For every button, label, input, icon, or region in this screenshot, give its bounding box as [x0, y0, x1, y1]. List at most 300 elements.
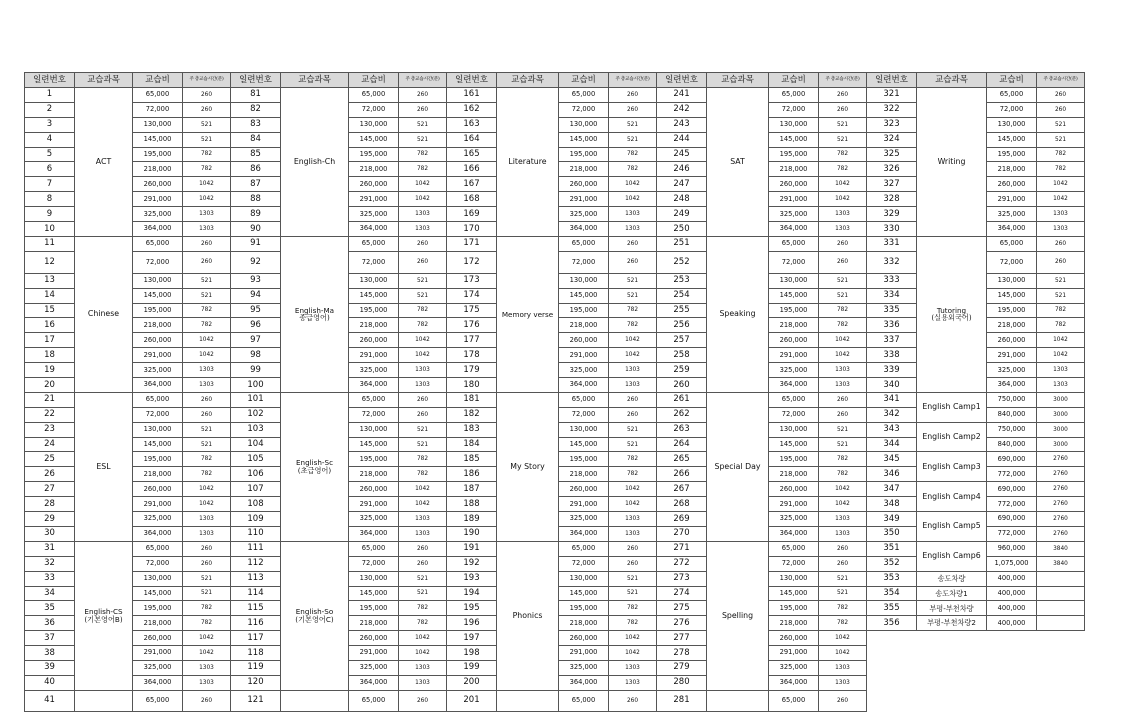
serial-number: 256	[657, 318, 707, 333]
tuition-fee: 364,000	[133, 222, 183, 237]
weekly-minutes: 260	[183, 392, 231, 407]
weekly-minutes: 1303	[609, 222, 657, 237]
tuition-fee: 260,000	[133, 482, 183, 497]
serial-number: 187	[447, 482, 497, 497]
weekly-minutes: 1303	[609, 675, 657, 690]
serial-number: 246	[657, 162, 707, 177]
weekly-minutes: 782	[1037, 318, 1085, 333]
tuition-fee: 72,000	[349, 407, 399, 422]
weekly-minutes: 1042	[183, 482, 231, 497]
col-header-course: 교습과목	[75, 73, 133, 88]
course-name: Chinese	[75, 236, 133, 392]
weekly-minutes: 1303	[183, 660, 231, 675]
tuition-fee: 65,000	[133, 690, 183, 711]
weekly-minutes: 1042	[183, 177, 231, 192]
serial-number: 257	[657, 333, 707, 348]
tuition-fee: 65,000	[133, 236, 183, 251]
serial-number: 336	[867, 318, 917, 333]
weekly-minutes: 1303	[819, 512, 867, 527]
tuition-fee: 72,000	[559, 102, 609, 117]
course-name	[75, 690, 133, 711]
weekly-minutes: 521	[609, 586, 657, 601]
serial-number: 105	[231, 452, 281, 467]
serial-number: 29	[25, 512, 75, 527]
serial-number: 117	[231, 631, 281, 646]
serial-number: 250	[657, 222, 707, 237]
serial-number: 332	[867, 251, 917, 273]
tuition-fee: 291,000	[559, 497, 609, 512]
weekly-minutes: 3000	[1037, 407, 1085, 422]
tuition-fee: 72,000	[769, 556, 819, 571]
serial-number: 347	[867, 482, 917, 497]
serial-number: 115	[231, 601, 281, 616]
tuition-fee: 364,000	[349, 675, 399, 690]
tuition-fee: 72,000	[769, 102, 819, 117]
serial-number: 13	[25, 273, 75, 288]
course-name: Special Day	[707, 392, 769, 541]
serial-number: 103	[231, 422, 281, 437]
weekly-minutes: 260	[1037, 236, 1085, 251]
col-header-no: 일련번호	[657, 73, 707, 88]
weekly-minutes: 2760	[1037, 482, 1085, 497]
course-name	[497, 690, 559, 711]
weekly-minutes: 782	[609, 467, 657, 482]
col-header-hours: 주 총교습시간(분)	[1037, 73, 1085, 88]
weekly-minutes: 1303	[609, 660, 657, 675]
serial-number: 166	[447, 162, 497, 177]
serial-number: 260	[657, 378, 707, 393]
tuition-fee: 840,000	[987, 407, 1037, 422]
tuition-fee: 260,000	[769, 482, 819, 497]
serial-number: 352	[867, 556, 917, 571]
weekly-minutes: 782	[609, 303, 657, 318]
tuition-fee: 145,000	[769, 288, 819, 303]
weekly-minutes: 260	[1037, 102, 1085, 117]
serial-number: 338	[867, 348, 917, 363]
tuition-fee: 325,000	[769, 660, 819, 675]
tuition-fee: 130,000	[133, 571, 183, 586]
tuition-fee: 291,000	[349, 646, 399, 661]
serial-number: 178	[447, 348, 497, 363]
course-name: Spelling	[707, 541, 769, 690]
serial-number: 18	[25, 348, 75, 363]
serial-number: 113	[231, 571, 281, 586]
serial-number: 195	[447, 601, 497, 616]
weekly-minutes: 1042	[819, 333, 867, 348]
serial-number: 354	[867, 586, 917, 601]
tuition-fee: 65,000	[349, 88, 399, 103]
tuition-fee: 65,000	[559, 541, 609, 556]
weekly-minutes: 521	[183, 273, 231, 288]
serial-number: 273	[657, 571, 707, 586]
tuition-fee: 195,000	[133, 452, 183, 467]
tuition-fee: 291,000	[349, 497, 399, 512]
weekly-minutes: 521	[609, 132, 657, 147]
weekly-minutes: 260	[399, 407, 447, 422]
weekly-minutes: 782	[819, 467, 867, 482]
tuition-fee: 65,000	[769, 236, 819, 251]
weekly-minutes: 521	[399, 422, 447, 437]
weekly-minutes: 782	[819, 303, 867, 318]
weekly-minutes: 260	[819, 556, 867, 571]
tuition-fee: 291,000	[559, 192, 609, 207]
tuition-fee: 195,000	[559, 452, 609, 467]
weekly-minutes: 1303	[819, 526, 867, 541]
weekly-minutes: 260	[819, 251, 867, 273]
serial-number: 38	[25, 646, 75, 661]
serial-number: 110	[231, 526, 281, 541]
weekly-minutes: 260	[183, 541, 231, 556]
serial-number: 19	[25, 363, 75, 378]
serial-number: 262	[657, 407, 707, 422]
col-header-fee: 교습비	[769, 73, 819, 88]
tuition-fee: 65,000	[987, 88, 1037, 103]
tuition-fee: 195,000	[349, 147, 399, 162]
weekly-minutes: 260	[609, 392, 657, 407]
serial-number: 40	[25, 675, 75, 690]
weekly-minutes: 782	[399, 303, 447, 318]
course-name: Speaking	[707, 236, 769, 392]
course-name: English-Ch	[281, 88, 349, 237]
tuition-fee: 260,000	[133, 631, 183, 646]
serial-number: 121	[231, 690, 281, 711]
serial-number: 89	[231, 207, 281, 222]
tuition-fee: 145,000	[559, 586, 609, 601]
tuition-fee: 690,000	[987, 482, 1037, 497]
tuition-fee: 218,000	[133, 467, 183, 482]
serial-number: 176	[447, 318, 497, 333]
weekly-minutes: 782	[609, 162, 657, 177]
tuition-fee: 72,000	[769, 251, 819, 273]
tuition-fee: 65,000	[559, 690, 609, 711]
weekly-minutes: 521	[183, 586, 231, 601]
tuition-fee: 130,000	[349, 273, 399, 288]
tuition-fee: 195,000	[769, 601, 819, 616]
empty-cell	[867, 690, 1085, 711]
serial-number: 323	[867, 117, 917, 132]
serial-number: 248	[657, 192, 707, 207]
col-header-hours: 주 총교습시간(분)	[183, 73, 231, 88]
col-header-course: 교습과목	[707, 73, 769, 88]
table-row	[25, 541, 1085, 556]
serial-number: 325	[867, 147, 917, 162]
serial-number: 266	[657, 467, 707, 482]
tuition-fee: 130,000	[349, 422, 399, 437]
weekly-minutes: 1303	[183, 675, 231, 690]
col-header-hours: 주 총교습시간(분)	[819, 73, 867, 88]
serial-number: 278	[657, 646, 707, 661]
serial-number: 264	[657, 437, 707, 452]
weekly-minutes: 3000	[1037, 392, 1085, 407]
serial-number: 84	[231, 132, 281, 147]
weekly-minutes: 782	[183, 452, 231, 467]
course-name: ESL	[75, 392, 133, 541]
tuition-fee: 130,000	[133, 117, 183, 132]
tuition-fee: 145,000	[349, 437, 399, 452]
serial-number: 324	[867, 132, 917, 147]
serial-number: 31	[25, 541, 75, 556]
tuition-fee: 364,000	[349, 378, 399, 393]
serial-number: 81	[231, 88, 281, 103]
serial-number: 355	[867, 601, 917, 616]
serial-number: 186	[447, 467, 497, 482]
serial-number: 272	[657, 556, 707, 571]
serial-number: 175	[447, 303, 497, 318]
weekly-minutes	[1037, 571, 1085, 586]
serial-number: 349	[867, 512, 917, 527]
serial-number: 183	[447, 422, 497, 437]
tuition-fee: 72,000	[987, 251, 1037, 273]
table-row	[25, 236, 1085, 251]
weekly-minutes: 782	[1037, 162, 1085, 177]
weekly-minutes: 521	[1037, 273, 1085, 288]
course-name	[707, 690, 769, 711]
weekly-minutes: 782	[1037, 147, 1085, 162]
serial-number: 92	[231, 251, 281, 273]
tuition-fee: 130,000	[133, 422, 183, 437]
weekly-minutes: 260	[399, 88, 447, 103]
weekly-minutes: 260	[183, 102, 231, 117]
tuition-fee: 65,000	[769, 690, 819, 711]
tuition-fee: 325,000	[349, 363, 399, 378]
serial-number: 243	[657, 117, 707, 132]
tuition-fee: 195,000	[349, 452, 399, 467]
weekly-minutes: 3000	[1037, 422, 1085, 437]
tuition-fee: 195,000	[769, 452, 819, 467]
weekly-minutes: 2760	[1037, 452, 1085, 467]
weekly-minutes: 1303	[399, 222, 447, 237]
weekly-minutes: 521	[819, 586, 867, 601]
weekly-minutes: 1303	[183, 207, 231, 222]
weekly-minutes: 782	[183, 601, 231, 616]
tuition-fee: 840,000	[987, 437, 1037, 452]
tuition-fee: 195,000	[349, 601, 399, 616]
weekly-minutes: 1303	[609, 207, 657, 222]
tuition-fee: 291,000	[769, 192, 819, 207]
serial-number: 184	[447, 437, 497, 452]
tuition-fee: 400,000	[987, 616, 1037, 631]
weekly-minutes: 260	[819, 88, 867, 103]
tuition-fee: 772,000	[987, 497, 1037, 512]
weekly-minutes: 782	[819, 616, 867, 631]
serial-number: 120	[231, 675, 281, 690]
empty-cell	[867, 646, 1085, 661]
tuition-fee: 400,000	[987, 571, 1037, 586]
serial-number: 97	[231, 333, 281, 348]
tuition-fee: 218,000	[133, 318, 183, 333]
serial-number: 321	[867, 88, 917, 103]
serial-number: 245	[657, 147, 707, 162]
weekly-minutes: 1042	[183, 646, 231, 661]
serial-number: 258	[657, 348, 707, 363]
weekly-minutes: 521	[399, 571, 447, 586]
tuition-fee: 260,000	[769, 177, 819, 192]
serial-number: 348	[867, 497, 917, 512]
weekly-minutes: 521	[819, 288, 867, 303]
weekly-minutes: 782	[819, 452, 867, 467]
serial-number: 192	[447, 556, 497, 571]
weekly-minutes: 1303	[819, 675, 867, 690]
tuition-fee: 195,000	[133, 303, 183, 318]
weekly-minutes: 521	[399, 288, 447, 303]
weekly-minutes: 1303	[819, 207, 867, 222]
serial-number: 101	[231, 392, 281, 407]
tuition-fee: 364,000	[559, 378, 609, 393]
serial-number: 196	[447, 616, 497, 631]
tuition-fee: 130,000	[133, 273, 183, 288]
serial-number: 353	[867, 571, 917, 586]
weekly-minutes: 1042	[819, 646, 867, 661]
serial-number: 107	[231, 482, 281, 497]
tuition-fee: 364,000	[769, 222, 819, 237]
tuition-fee: 364,000	[559, 222, 609, 237]
tuition-fee: 291,000	[769, 348, 819, 363]
serial-number: 270	[657, 526, 707, 541]
col-header-no: 일련번호	[25, 73, 75, 88]
tuition-fee: 325,000	[559, 512, 609, 527]
weekly-minutes: 260	[183, 236, 231, 251]
weekly-minutes: 521	[609, 571, 657, 586]
weekly-minutes: 782	[183, 303, 231, 318]
serial-number: 254	[657, 288, 707, 303]
weekly-minutes: 1042	[819, 631, 867, 646]
tuition-fee: 218,000	[559, 616, 609, 631]
serial-number: 11	[25, 236, 75, 251]
tuition-fee: 1,075,000	[987, 556, 1037, 571]
serial-number: 331	[867, 236, 917, 251]
tuition-fee: 325,000	[559, 363, 609, 378]
course-name: English-Sc (초급영어)	[281, 392, 349, 541]
tuition-fee: 260,000	[559, 631, 609, 646]
tuition-fee: 364,000	[769, 526, 819, 541]
tuition-fee: 145,000	[769, 437, 819, 452]
weekly-minutes: 2760	[1037, 512, 1085, 527]
serial-number: 249	[657, 207, 707, 222]
weekly-minutes: 260	[609, 236, 657, 251]
weekly-minutes: 1303	[609, 526, 657, 541]
weekly-minutes: 1303	[819, 660, 867, 675]
col-header-course: 교습과목	[281, 73, 349, 88]
tuition-fee: 195,000	[987, 303, 1037, 318]
serial-number: 351	[867, 541, 917, 556]
weekly-minutes: 521	[399, 437, 447, 452]
weekly-minutes: 1303	[399, 363, 447, 378]
weekly-minutes: 782	[399, 162, 447, 177]
weekly-minutes: 782	[399, 601, 447, 616]
weekly-minutes	[1037, 586, 1085, 601]
tuition-fee: 364,000	[349, 222, 399, 237]
tuition-fee: 145,000	[133, 437, 183, 452]
serial-number: 193	[447, 571, 497, 586]
serial-number: 269	[657, 512, 707, 527]
serial-number: 5	[25, 147, 75, 162]
weekly-minutes: 260	[183, 88, 231, 103]
serial-number: 172	[447, 251, 497, 273]
tuition-fee: 772,000	[987, 526, 1037, 541]
serial-number: 342	[867, 407, 917, 422]
serial-number: 116	[231, 616, 281, 631]
tuition-fee: 218,000	[133, 162, 183, 177]
tuition-fee: 364,000	[133, 378, 183, 393]
serial-number: 182	[447, 407, 497, 422]
course-name	[281, 690, 349, 711]
serial-number: 189	[447, 512, 497, 527]
col-header-fee: 교습비	[987, 73, 1037, 88]
weekly-minutes: 3840	[1037, 541, 1085, 556]
weekly-minutes: 260	[609, 690, 657, 711]
weekly-minutes: 1042	[609, 497, 657, 512]
weekly-minutes: 260	[1037, 251, 1085, 273]
tuition-fee: 72,000	[559, 251, 609, 273]
serial-number: 82	[231, 102, 281, 117]
weekly-minutes: 1042	[1037, 348, 1085, 363]
col-header-hours: 주 총교습시간(분)	[609, 73, 657, 88]
weekly-minutes: 260	[399, 251, 447, 273]
tuition-fee: 260,000	[987, 333, 1037, 348]
tuition-fee: 218,000	[559, 162, 609, 177]
weekly-minutes: 3840	[1037, 556, 1085, 571]
tuition-fee: 218,000	[349, 616, 399, 631]
tuition-fee: 145,000	[559, 437, 609, 452]
weekly-minutes: 1042	[819, 482, 867, 497]
tuition-fee: 195,000	[769, 303, 819, 318]
serial-number: 167	[447, 177, 497, 192]
tuition-fee: 72,000	[349, 251, 399, 273]
tuition-fee: 260,000	[349, 333, 399, 348]
tuition-fee: 260,000	[559, 482, 609, 497]
serial-number: 25	[25, 452, 75, 467]
serial-number: 24	[25, 437, 75, 452]
tuition-fee: 72,000	[987, 102, 1037, 117]
serial-number: 330	[867, 222, 917, 237]
tuition-fee: 325,000	[133, 207, 183, 222]
weekly-minutes: 1303	[399, 660, 447, 675]
tuition-fee: 145,000	[133, 132, 183, 147]
serial-number: 30	[25, 526, 75, 541]
col-header-no: 일련번호	[447, 73, 497, 88]
tuition-fee: 218,000	[349, 318, 399, 333]
weekly-minutes: 521	[609, 437, 657, 452]
serial-number: 106	[231, 467, 281, 482]
serial-number: 191	[447, 541, 497, 556]
tuition-fee: 65,000	[349, 690, 399, 711]
tuition-fee: 65,000	[559, 392, 609, 407]
tuition-fee: 260,000	[769, 333, 819, 348]
serial-number: 244	[657, 132, 707, 147]
tuition-fee: 72,000	[559, 556, 609, 571]
tuition-fee: 260,000	[133, 333, 183, 348]
tuition-fee: 65,000	[559, 236, 609, 251]
weekly-minutes: 1042	[399, 348, 447, 363]
weekly-minutes: 260	[819, 407, 867, 422]
tuition-fee: 65,000	[349, 236, 399, 251]
serial-number: 93	[231, 273, 281, 288]
weekly-minutes: 521	[183, 437, 231, 452]
tuition-fee: 325,000	[133, 363, 183, 378]
tuition-fee: 325,000	[349, 207, 399, 222]
tuition-fee: 364,000	[133, 675, 183, 690]
weekly-minutes: 2760	[1037, 467, 1085, 482]
tuition-fee: 690,000	[987, 512, 1037, 527]
serial-number: 88	[231, 192, 281, 207]
serial-number: 17	[25, 333, 75, 348]
tuition-fee: 325,000	[559, 660, 609, 675]
serial-number: 327	[867, 177, 917, 192]
serial-number: 173	[447, 273, 497, 288]
weekly-minutes: 1042	[399, 497, 447, 512]
weekly-minutes: 260	[183, 556, 231, 571]
tuition-fee: 325,000	[769, 207, 819, 222]
